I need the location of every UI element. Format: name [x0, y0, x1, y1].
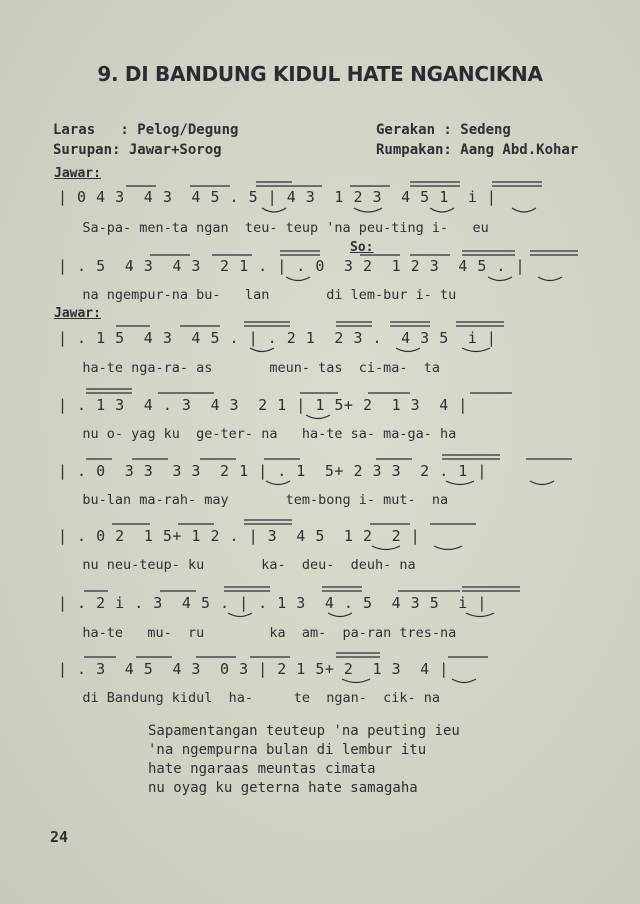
verse-line: hate ngaraas meuntas cimata [148, 761, 376, 777]
song-title: 9. DI BANDUNG KIDUL HATE NGANCIKNA [97, 62, 543, 86]
lyric-row: ha-te nga-ra- as meun- tas ci-ma- ta [58, 360, 441, 376]
notation-row: | . 1 5 4 3 4 5 . | . 2 1 2 3 . 4 3 5 i | [58, 329, 497, 347]
notation-row: | . 5 4 3 4 3 2 1 . | . 0 3 2 1 2 3 4 5 . | [58, 257, 526, 275]
lyric-row: bu-lan ma-rah- may tem-bong i- mut- na [58, 492, 449, 508]
page-number: 24 [50, 828, 69, 846]
notation-row: | . 0 3 3 3 3 2 1 | . 1 5+ 2 3 3 2 . 1 | [58, 462, 487, 480]
notation-row: | . 3 4 5 4 3 0 3 | 2 1 5+ 2 1 3 4 | [58, 660, 449, 678]
lyric-row: di Bandung kidul ha- te ngan- cik- na [58, 690, 441, 706]
verse-line: nu oyag ku geterna hate samagaha [148, 780, 418, 796]
lyric-row: Sa-pa- men-ta ngan teu- teup 'na peu-ting i- eu [58, 220, 489, 236]
verse-line: 'na ngempurna bulan di lembur itu [148, 742, 427, 758]
gerakan-info: Gerakan : Sedeng [376, 122, 511, 138]
notation-row: | . 0 2 1 5+ 1 2 . | 3 4 5 1 2 2 | [58, 527, 421, 545]
lyric-row: na ngempur-na bu- lan di lem-bur i- tu [58, 287, 457, 303]
jawar-label: Jawar: [54, 166, 101, 181]
lyric-row: nu o- yag ku ge-ter- na ha-te sa- ma-ga- ha [58, 426, 457, 442]
sorog-label: So: [350, 240, 374, 255]
surupan-info: Surupan: Jawar+Sorog [53, 142, 222, 158]
lyric-row: ha-te mu- ru ka am- pa-ran tres-na [58, 625, 457, 641]
verse-text [148, 722, 460, 798]
notation-row: | . 2 i . 3 4 5 . | . 1 3 4 . 5 4 3 5 i | [58, 594, 487, 612]
rumpakan-info: Rumpakan: Aang Abd.Kohar [376, 142, 579, 158]
lyric-row: nu neu-teup- ku ka- deu- deuh- na [58, 557, 416, 573]
verse-line: Sapamentangan teuteup 'na peuting ieu [148, 723, 460, 739]
jawar-label-2: Jawar: [54, 306, 101, 321]
laras-info: Laras : Pelog/Degung [53, 122, 239, 138]
notation-row: | 0 4 3 4 3 4 5 . 5 | 4 3 1 2 3 4 5 1 i | [58, 188, 497, 206]
notation-row: | . 1 3 4 . 3 4 3 2 1 | 1 5+ 2 1 3 4 | [58, 396, 468, 414]
